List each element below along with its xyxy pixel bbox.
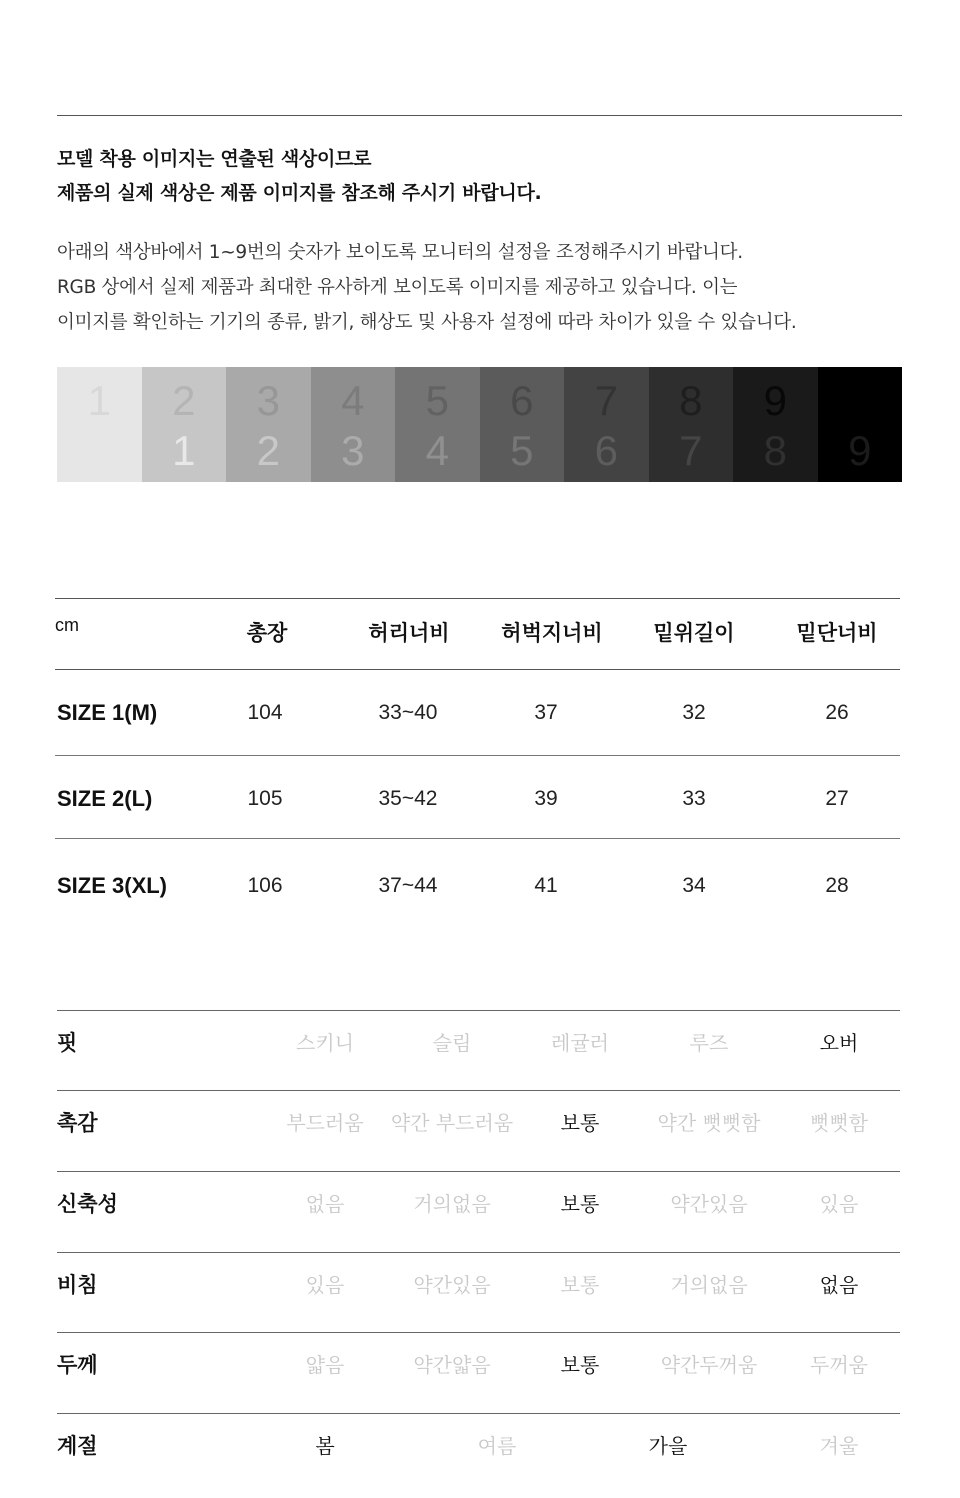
size-row-label: SIZE 3(XL) (57, 873, 168, 898)
attribute-option: 루즈 (689, 1031, 729, 1055)
attribute-option: 보통 (560, 1273, 600, 1297)
size-cell: 32 (682, 701, 706, 724)
notice-line-2: 제품의 실제 색상은 제품 이미지를 참조해 주시기 바랍니다. (57, 182, 542, 204)
swatch-bottom-number: 8 (763, 427, 787, 474)
attribute-divider (57, 1090, 900, 1091)
size-table-header-rule (55, 669, 900, 670)
swatch-bottom-number: 7 (679, 427, 703, 474)
swatch-top-number: 7 (594, 377, 618, 424)
attribute-option: 약간 뻣뻣함 (657, 1111, 761, 1135)
size-header-5: 밑단너비 (796, 621, 878, 645)
attribute-label: 비침 (57, 1273, 98, 1297)
swatch-top-number: 6 (510, 377, 534, 424)
size-header-3: 허벅지너비 (501, 621, 603, 645)
size-table-top-rule (55, 598, 900, 599)
size-cell: 105 (247, 787, 283, 810)
attribute-option: 여름 (477, 1434, 517, 1458)
size-row-divider (55, 755, 900, 756)
grayscale-color-bar (57, 367, 902, 482)
attribute-option: 있음 (305, 1273, 345, 1297)
color-swatch-5 (395, 367, 480, 482)
attribute-label: 핏 (57, 1031, 78, 1055)
attribute-option: 뻣뻣함 (810, 1111, 868, 1135)
attribute-option: 없음 (305, 1192, 345, 1216)
attribute-option: 얇음 (305, 1353, 345, 1377)
size-cell: 37 (534, 701, 558, 724)
attribute-option: 스키니 (296, 1031, 354, 1055)
swatch-bottom-number: 9 (848, 427, 872, 474)
swatch-bottom-number: 3 (341, 427, 365, 474)
color-swatch-10 (818, 367, 903, 482)
size-header-4: 밑위길이 (653, 621, 735, 645)
size-cell: 106 (247, 874, 283, 897)
size-cell: 104 (247, 701, 283, 724)
attribute-option: 거의없음 (413, 1192, 491, 1216)
notice-line-1: 모델 착용 이미지는 연출된 색상이므로 (57, 148, 372, 170)
attribute-option-selected: 봄 (315, 1434, 335, 1458)
attribute-option: 약간있음 (670, 1192, 748, 1216)
size-cell: 39 (534, 787, 558, 810)
color-swatch-7 (564, 367, 649, 482)
description-line-2: RGB 상에서 실제 제품과 최대한 유사하게 보이도록 이미지를 제공하고 있습니다. 이는 (57, 277, 738, 298)
color-swatch-2 (142, 367, 227, 482)
attribute-label: 두께 (57, 1353, 98, 1377)
attribute-option: 약간있음 (413, 1273, 491, 1297)
size-cell: 35~42 (378, 787, 438, 810)
attribute-option-selected: 없음 (819, 1273, 859, 1297)
description-line-1: 아래의 색상바에서 1~9번의 숫자가 보이도록 모니터의 설정을 조정해주시기 바랍니다. (57, 242, 743, 263)
color-swatch-1 (57, 367, 142, 482)
top-divider (57, 115, 902, 116)
attribute-option-selected: 보통 (560, 1111, 600, 1135)
size-cell: 41 (534, 874, 558, 897)
attribute-divider (57, 1171, 900, 1172)
attribute-option: 약간 부드러움 (390, 1111, 514, 1135)
swatch-bottom-number: 4 (425, 427, 449, 474)
attribute-option: 거의없음 (670, 1273, 748, 1297)
swatch-top-number: 5 (425, 377, 449, 424)
color-swatch-8 (649, 367, 734, 482)
color-swatch-4 (311, 367, 396, 482)
attribute-option-selected: 보통 (560, 1353, 600, 1377)
swatch-top-number: 2 (172, 377, 196, 424)
swatch-top-number: 9 (763, 377, 787, 424)
attribute-option: 있음 (819, 1192, 859, 1216)
swatch-top-number: 1 (87, 377, 111, 424)
attribute-label: 신축성 (57, 1192, 118, 1216)
size-cell: 28 (825, 874, 849, 897)
size-row-divider (55, 838, 900, 839)
swatch-top-number: 8 (679, 377, 703, 424)
swatch-bottom-number: 2 (256, 427, 280, 474)
unit-label: cm (55, 615, 79, 635)
attribute-divider (57, 1010, 900, 1011)
attribute-option: 약간두꺼움 (660, 1353, 758, 1377)
attribute-option: 두꺼움 (810, 1353, 868, 1377)
swatch-bottom-number: 5 (510, 427, 534, 474)
attribute-label: 계절 (57, 1434, 98, 1458)
attribute-option: 레귤러 (551, 1031, 609, 1055)
size-cell: 37~44 (378, 874, 438, 897)
attribute-label: 촉감 (57, 1111, 98, 1135)
size-cell: 34 (682, 874, 706, 897)
attribute-option: 약간얇음 (413, 1353, 491, 1377)
attribute-divider (57, 1252, 900, 1253)
color-swatch-9 (733, 367, 818, 482)
attribute-option-selected: 보통 (560, 1192, 600, 1216)
size-header-2: 허리너비 (368, 621, 450, 645)
color-swatch-3 (226, 367, 311, 482)
description-line-3: 이미지를 확인하는 기기의 종류, 밝기, 해상도 및 사용자 설정에 따라 차이가 있을 수 있습니다. (57, 312, 797, 333)
size-cell: 26 (825, 701, 849, 724)
color-swatch-6 (480, 367, 565, 482)
attribute-divider (57, 1413, 900, 1414)
attribute-option: 겨울 (819, 1434, 859, 1458)
swatch-top-number: 4 (341, 377, 365, 424)
attribute-option-selected: 오버 (819, 1031, 859, 1055)
attribute-option: 슬림 (432, 1031, 472, 1055)
swatch-top-number: 3 (256, 377, 280, 424)
attribute-option: 부드러움 (286, 1111, 364, 1135)
attribute-option-selected: 가을 (648, 1434, 688, 1458)
attribute-divider (57, 1332, 900, 1333)
size-row-label: SIZE 1(M) (57, 700, 158, 725)
size-row-label: SIZE 2(L) (57, 786, 153, 811)
size-cell: 27 (825, 787, 849, 810)
size-header-1: 총장 (246, 621, 288, 645)
size-cell: 33~40 (378, 701, 438, 724)
swatch-bottom-number: 6 (594, 427, 618, 474)
swatch-bottom-number: 1 (172, 427, 196, 474)
size-cell: 33 (682, 787, 706, 810)
